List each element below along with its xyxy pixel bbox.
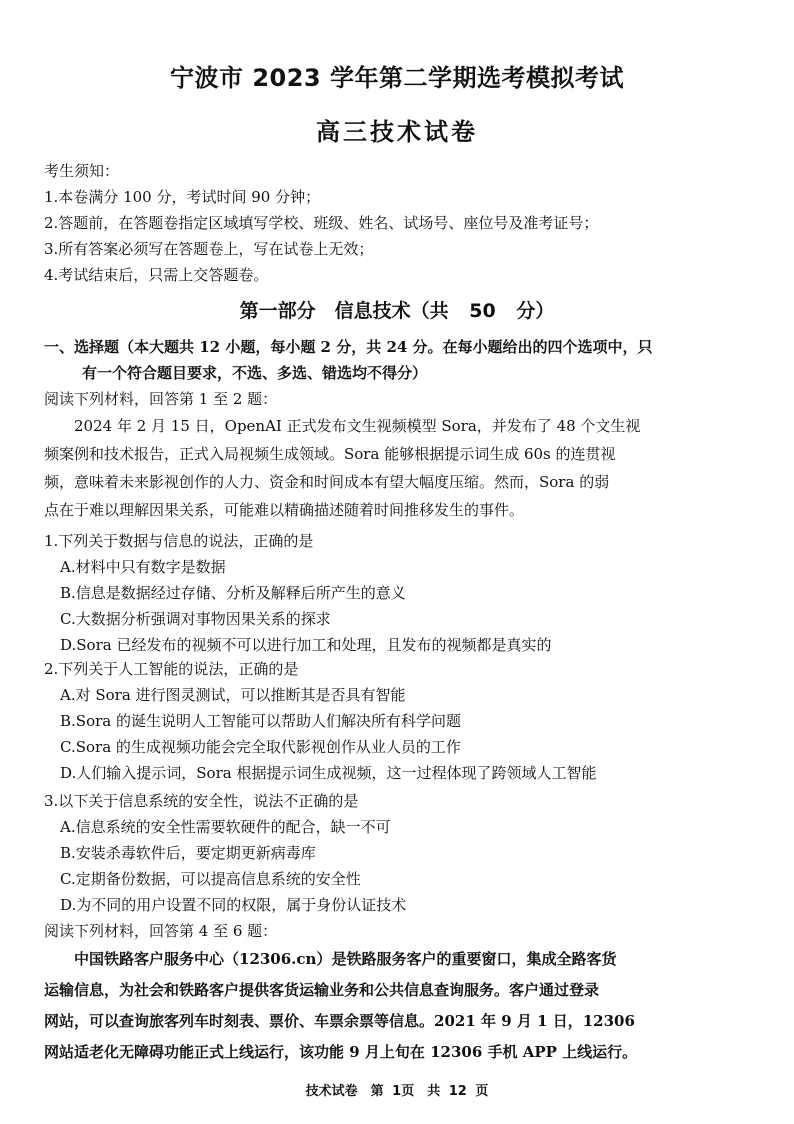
question-1 bbox=[44, 528, 764, 658]
part-title: 第一部分 信息技术（共 50 分） bbox=[239, 300, 555, 322]
option-c: C.大数据分析强调对事物因果关系的探求 bbox=[60, 610, 331, 628]
option-c: C.定期备份数据，可以提高信息系统的安全性 bbox=[60, 870, 361, 888]
option-c: C.Sora 的生成视频功能会完全取代影视创作从业人员的工作 bbox=[60, 738, 461, 756]
question-3 bbox=[44, 788, 764, 918]
option-b: B.Sora 的诞生说明人工智能可以帮助人们解决所有科学问题 bbox=[60, 712, 461, 730]
notice-item: 2.答题前，在答题卷指定区域填写学校、班级、姓名、试场号、座位号及准考证号； bbox=[44, 214, 599, 232]
candidate-notice bbox=[44, 158, 764, 288]
passage-line: 中国铁路客户服务中心（12306.cn）是铁路服务客户的重要窗口，集成全路客货 bbox=[74, 950, 617, 968]
passage-line: 网站适老化无障碍功能正式上线运行，该功能 9 月上旬在 12306 手机 APP 上线运行。 bbox=[44, 1043, 638, 1061]
question-stem: 1.下列关于数据与信息的说法，正确的是 bbox=[44, 532, 314, 550]
option-a: A.信息系统的安全性需要软硬件的配合，缺一不可 bbox=[60, 818, 391, 836]
option-d: D.为不同的用户设置不同的权限，属于身份认证技术 bbox=[60, 896, 407, 914]
option-b: B.信息是数据经过存储、分析及解释后所产生的意义 bbox=[60, 584, 406, 602]
notice-item: 3.所有答案必须写在答题卷上，写在试卷上无效； bbox=[44, 240, 374, 258]
section-line-2: 有一个符合题目要求，不选、多选、错选均不得分） bbox=[82, 364, 428, 382]
section-label: 一、选择题 bbox=[44, 338, 120, 356]
option-a: A.材料中只有数字是数据 bbox=[60, 558, 226, 576]
material-2-passage bbox=[44, 944, 764, 1068]
option-d: D.Sora 已经发布的视频不可以进行加工和处理，且发布的视频都是真实的 bbox=[60, 636, 552, 654]
option-d: D.人们输入提示词，Sora 根据提示词生成视频，这一过程体现了跨领域人工智能 bbox=[60, 764, 597, 782]
page-footer: 技术试卷 第 1页 共 12 页 bbox=[305, 1084, 489, 1099]
passage-line: 运输信息，为社会和铁路客户提供客货运输业务和公共信息查询服务。客户通过登录 bbox=[44, 981, 600, 999]
passage-line: 频案例和技术报告，正式入局视频生成领域。Sora 能够根据提示词生成 60s 的连贯视 bbox=[44, 445, 616, 463]
section-line-1 bbox=[44, 334, 764, 360]
passage-line: 网站，可以查询旅客列车时刻表、票价、车票余票等信息。2021 年 9 月 1 日，12306 bbox=[44, 1012, 635, 1030]
passage-line: 2024 年 2 月 15 日，OpenAI 正式发布文生视频模型 Sora，并发布了 48 个文生视 bbox=[74, 417, 641, 435]
material-2-intro: 阅读下列材料，回答第 4 至 6 题： bbox=[44, 922, 278, 940]
material-1-intro: 阅读下列材料，回答第 1 至 2 题： bbox=[44, 390, 278, 408]
passage-line: 频，意味着未来影视创作的人力、资金和时间成本有望大幅度压缩。然而，Sora 的弱 bbox=[44, 473, 610, 491]
notice-heading: 考生须知： bbox=[44, 162, 120, 180]
notice-item: 4.考试结束后，只需上交答题卷。 bbox=[44, 266, 269, 284]
question-2 bbox=[44, 656, 764, 786]
section-instructions: （本大题共 12 小题，每小题 2 分，共 24 分。在每小题给出的四个选项中，只 bbox=[119, 338, 653, 356]
material-1-passage bbox=[44, 412, 764, 524]
question-stem: 3.以下关于信息系统的安全性，说法不正确的是 bbox=[44, 792, 359, 810]
exam-subtitle: 高三技术试卷 bbox=[316, 118, 478, 146]
notice-item: 1.本卷满分 100 分，考试时间 90 分钟； bbox=[44, 188, 321, 206]
passage-line: 点在于难以理解因果关系，可能难以精确描述随着时间推移发生的事件。 bbox=[44, 501, 525, 519]
question-stem: 2.下列关于人工智能的说法，正确的是 bbox=[44, 660, 299, 678]
option-b: B.安装杀毒软件后，要定期更新病毒库 bbox=[60, 844, 316, 862]
option-a: A.对 Sora 进行图灵测试，可以推断其是否具有智能 bbox=[60, 686, 406, 704]
exam-title: 宁波市 2023 学年第二学期选考模拟考试 bbox=[169, 64, 624, 92]
section-header bbox=[44, 334, 764, 386]
